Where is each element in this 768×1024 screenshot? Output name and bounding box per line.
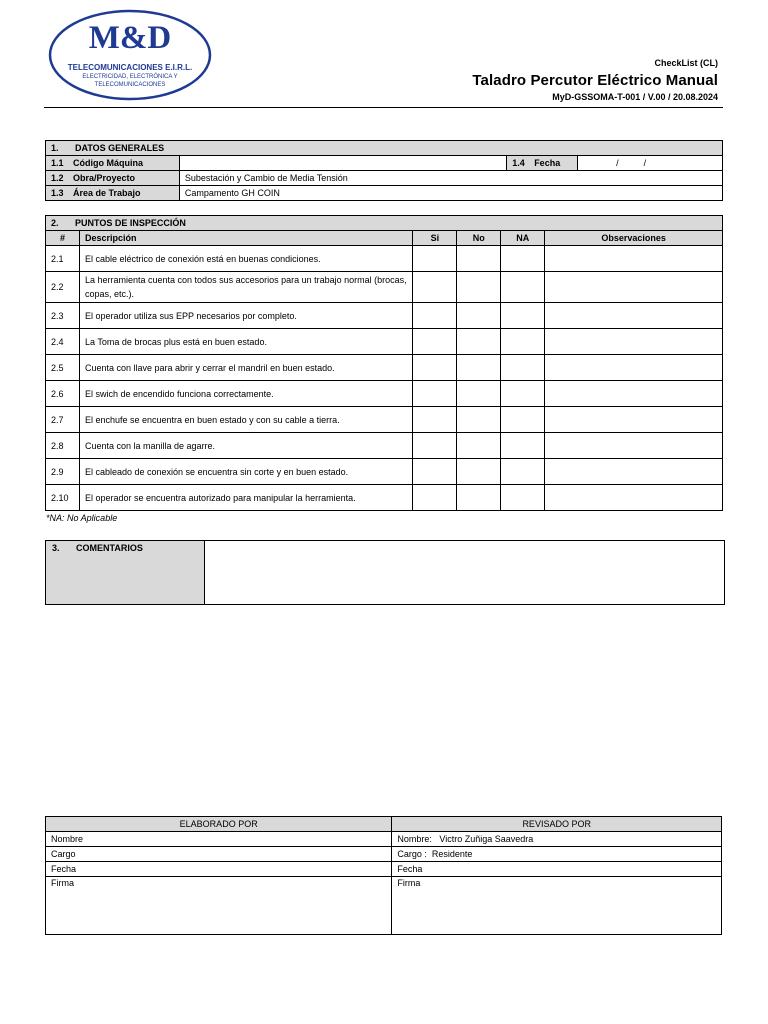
table-row [46, 407, 723, 433]
item-desc: El cableado de conexión se encuentra sin corte y en buen estado. [79, 459, 412, 485]
item-desc: Cuenta con llave para abrir y cerrar el mandril en buen estado. [79, 355, 412, 381]
obs-cell[interactable] [545, 459, 723, 485]
elaborado-firma[interactable]: Firma [46, 877, 392, 935]
table-row [46, 459, 723, 485]
na-cell[interactable] [501, 381, 545, 407]
na-cell[interactable] [501, 355, 545, 381]
codigo-maquina-label [46, 156, 180, 171]
item-desc: El operador se encuentra autorizado para manipular la herramienta. [79, 485, 412, 511]
si-cell[interactable] [413, 407, 457, 433]
fecha-num: 1.4 [512, 158, 525, 168]
table-row [46, 246, 723, 272]
section2-heading [46, 216, 723, 231]
section2-title: PUNTOS DE INSPECCIÓN [75, 218, 186, 228]
no-cell[interactable] [457, 433, 501, 459]
section2-number: 2. [51, 218, 59, 228]
si-cell[interactable] [413, 272, 457, 303]
no-cell[interactable] [457, 459, 501, 485]
logo-line3: TELECOMUNICACIONES [94, 82, 166, 88]
item-desc: Cuenta con la manilla de agarre. [79, 433, 412, 459]
item-num: 2.8 [46, 433, 80, 459]
obs-cell[interactable] [545, 381, 723, 407]
obs-cell[interactable] [545, 303, 723, 329]
obs-cell[interactable] [545, 246, 723, 272]
item-num: 2.10 [46, 485, 80, 511]
codigo-maquina-num: 1.1 [51, 158, 64, 168]
codigo-maquina-field[interactable] [179, 156, 506, 171]
no-cell[interactable] [457, 355, 501, 381]
item-num: 2.5 [46, 355, 80, 381]
revisado-cargo[interactable]: Cargo : Residente [392, 847, 722, 862]
table-row [46, 485, 723, 511]
si-cell[interactable] [413, 381, 457, 407]
area-label [46, 186, 180, 201]
comments-field[interactable] [206, 541, 724, 604]
area-num: 1.3 [51, 188, 64, 198]
na-cell[interactable] [501, 246, 545, 272]
revisado-fecha[interactable]: Fecha [392, 862, 722, 877]
col-no-header: No [457, 231, 501, 246]
table-row [46, 329, 723, 355]
col-num-header: # [46, 231, 80, 246]
no-cell[interactable] [457, 381, 501, 407]
document-code: MyD-GSSOMA-T-001 / V.00 / 20.08.2024 [552, 92, 718, 102]
si-cell[interactable] [413, 329, 457, 355]
si-cell[interactable] [413, 459, 457, 485]
company-logo [48, 8, 212, 102]
item-num: 2.2 [46, 272, 80, 303]
logo-line2: ELECTRICIDAD, ELECTRÓNICA Y [82, 74, 178, 80]
revisado-firma[interactable]: Firma [392, 877, 722, 935]
obra-text: Obra/Proyecto [73, 173, 136, 183]
revisado-nombre[interactable]: Nombre: Victro Zuñiga Saavedra [392, 832, 722, 847]
item-desc: El operador utiliza sus EPP necesarios por completo. [79, 303, 412, 329]
comments-box [45, 540, 725, 605]
na-footnote: *NA: No Aplicable [46, 513, 118, 523]
checklist-label: CheckList (CL) [654, 58, 718, 68]
elaborado-fecha[interactable]: Fecha [46, 862, 392, 877]
no-cell[interactable] [457, 272, 501, 303]
item-num: 2.3 [46, 303, 80, 329]
si-cell[interactable] [413, 246, 457, 272]
document-title: Taladro Percutor Eléctrico Manual [472, 72, 718, 89]
na-cell[interactable] [501, 433, 545, 459]
obs-cell[interactable] [545, 355, 723, 381]
table-row [46, 272, 723, 303]
section3-title: COMENTARIOS [76, 543, 143, 553]
item-num: 2.7 [46, 407, 80, 433]
na-cell[interactable] [501, 303, 545, 329]
section1-number: 1. [51, 143, 59, 153]
obs-cell[interactable] [545, 433, 723, 459]
col-obs-header: Observaciones [545, 231, 723, 246]
no-cell[interactable] [457, 246, 501, 272]
table-row [46, 433, 723, 459]
item-desc: El enchufe se encuentra en buen estado y con su cable a tierra. [79, 407, 412, 433]
si-cell[interactable] [413, 485, 457, 511]
si-cell[interactable] [413, 433, 457, 459]
obra-num: 1.2 [51, 173, 64, 183]
revisado-heading: REVISADO POR [392, 817, 722, 832]
item-num: 2.1 [46, 246, 80, 272]
no-cell[interactable] [457, 303, 501, 329]
col-si-header: Si [413, 231, 457, 246]
obra-label [46, 171, 180, 186]
area-field[interactable]: Campamento GH COIN [179, 186, 722, 201]
document-header [472, 58, 718, 102]
item-desc: La Toma de brocas plus está en buen estado. [79, 329, 412, 355]
item-desc: El swich de encendido funciona correctamente. [79, 381, 412, 407]
section3-number: 3. [52, 543, 60, 553]
fecha-text: Fecha [534, 158, 561, 168]
table-row [46, 355, 723, 381]
item-desc: El cable eléctrico de conexión está en buenas condiciones. [79, 246, 412, 272]
obs-cell[interactable] [545, 407, 723, 433]
si-cell[interactable] [413, 303, 457, 329]
elaborado-cargo[interactable]: Cargo [46, 847, 392, 862]
na-cell[interactable] [501, 407, 545, 433]
general-data-table [45, 140, 723, 201]
item-num: 2.9 [46, 459, 80, 485]
fecha-label [507, 156, 578, 171]
no-cell[interactable] [457, 329, 501, 355]
fecha-field[interactable]: / / [578, 156, 723, 171]
table-row [46, 303, 723, 329]
item-num: 2.4 [46, 329, 80, 355]
na-cell[interactable] [501, 485, 545, 511]
logo-main-text: M&D [88, 20, 172, 56]
item-desc: La herramienta cuenta con todos sus accesorios para un trabajo normal (brocas, copas, etc.). [79, 272, 412, 303]
obs-cell[interactable] [545, 485, 723, 511]
logo-line1: TELECOMUNICACIONES E.I.R.L. [67, 63, 193, 72]
na-cell[interactable] [501, 272, 545, 303]
table-row [46, 381, 723, 407]
obra-field[interactable]: Subestación y Cambio de Media Tensión [179, 171, 722, 186]
elaborado-nombre[interactable]: Nombre [46, 832, 392, 847]
codigo-maquina-text: Código Máquina [73, 158, 143, 168]
col-na-header: NA [501, 231, 545, 246]
section1-heading [46, 141, 723, 156]
header-divider [44, 107, 723, 108]
no-cell[interactable] [457, 407, 501, 433]
col-desc-header: Descripción [79, 231, 412, 246]
si-cell[interactable] [413, 355, 457, 381]
comments-label [46, 541, 205, 604]
area-text: Área de Trabajo [73, 188, 141, 198]
item-num: 2.6 [46, 381, 80, 407]
na-cell[interactable] [501, 329, 545, 355]
obs-cell[interactable] [545, 272, 723, 303]
obs-cell[interactable] [545, 329, 723, 355]
na-cell[interactable] [501, 459, 545, 485]
inspection-table [45, 215, 723, 511]
section1-title: DATOS GENERALES [75, 143, 165, 153]
signature-table [45, 816, 722, 935]
elaborado-heading: ELABORADO POR [46, 817, 392, 832]
no-cell[interactable] [457, 485, 501, 511]
